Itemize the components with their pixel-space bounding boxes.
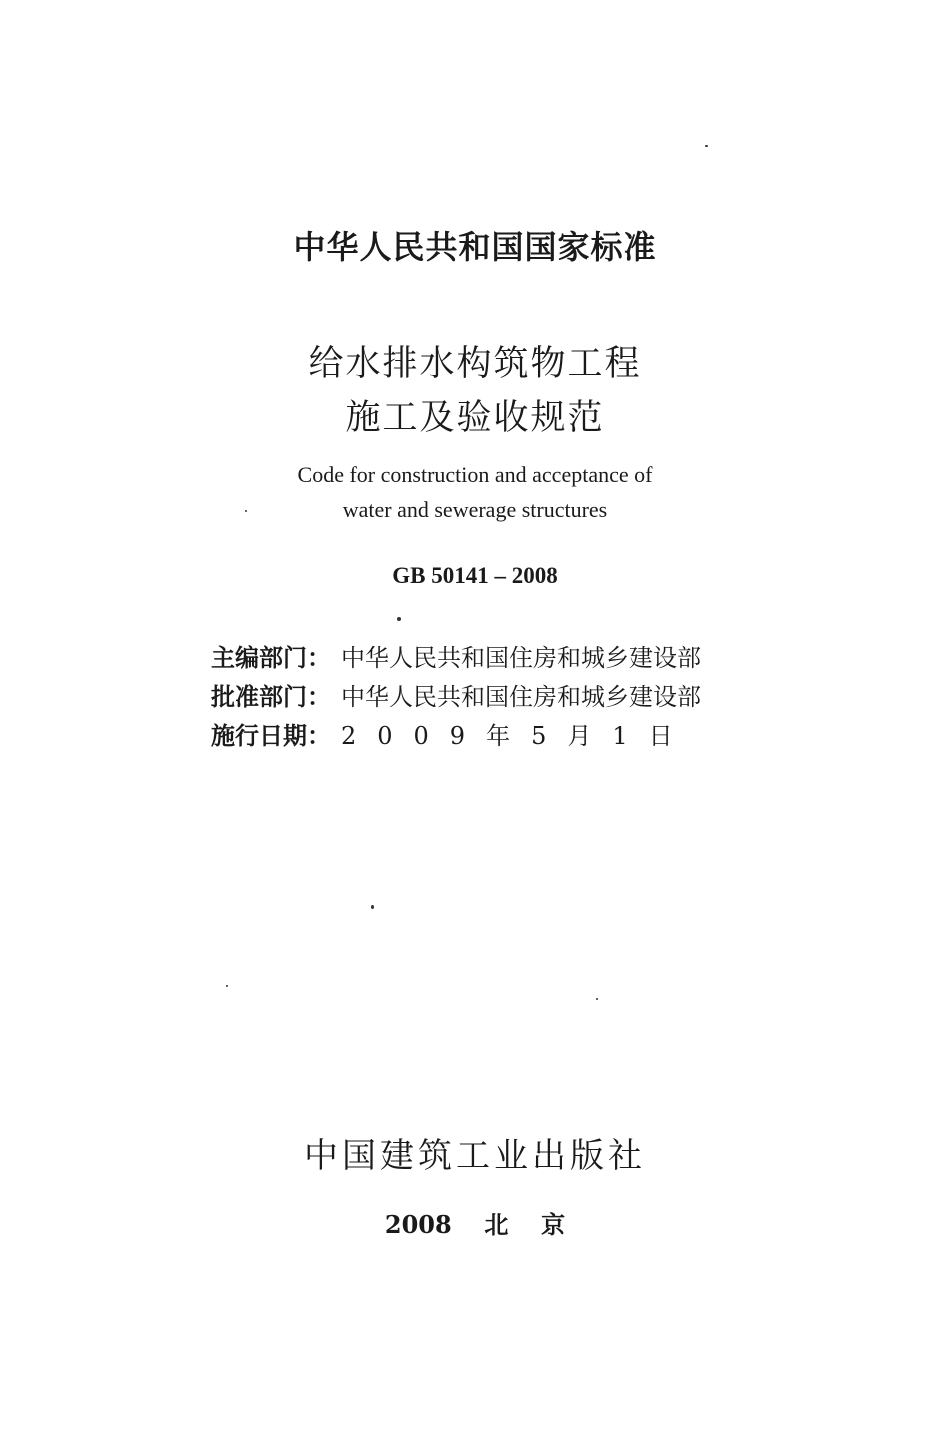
scan-speck [705,145,708,147]
editor-row [211,638,701,673]
publisher-name: 中国建筑工业出版社 [304,1136,646,1176]
approver-row [211,677,701,712]
publication-year-place: 2008 北 京 [384,1210,566,1239]
title-cn-line1: 给水排水构筑物工程 [308,344,642,384]
effective-date-label: 施行日期： [211,722,331,750]
editor-value: 中华人民共和国住房和城乡建设部 [341,644,701,672]
approver-value: 中华人民共和国住房和城乡建设部 [341,683,701,711]
scan-speck [371,905,374,909]
title-en-line1: Code for construction and acceptance of [297,462,653,487]
approver-label: 批准部门： [211,683,331,711]
title-cn-line2: 施工及验收规范 [345,398,605,438]
scan-speck [397,617,401,621]
scan-speck [596,998,598,1000]
standard-code: GB 50141 – 2008 [392,563,558,588]
effective-date-row [211,716,694,751]
editor-label: 主编部门： [211,644,331,672]
national-standard-heading: 中华人民共和国国家标准 [293,228,657,266]
scan-speck [226,985,228,987]
title-en-line2: water and sewerage structures [342,497,608,522]
effective-date-value: 2009年5月1日 [341,722,694,750]
